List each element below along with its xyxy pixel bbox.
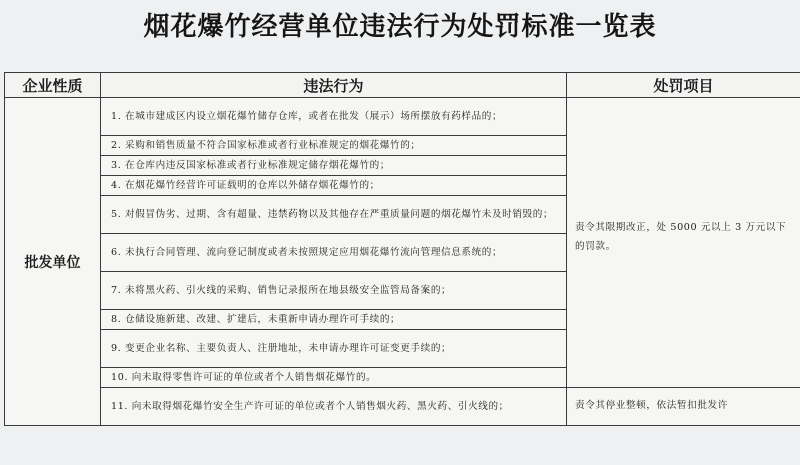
violation-item: 6. 未执行合同管理、流向登记制度或者未按照规定应用烟花爆竹流向管理信息系统的； — [101, 234, 567, 272]
header-violation: 违法行为 — [101, 73, 567, 98]
table-row — [5, 388, 800, 426]
header-unit-type: 企业性质 — [5, 73, 101, 98]
violation-item: 3. 在仓库内违反国家标准或者行业标准规定储存烟花爆竹的； — [101, 156, 567, 176]
violation-item: 4. 在烟花爆竹经营许可证载明的仓库以外储存烟花爆竹的； — [101, 176, 567, 196]
violation-item: 7. 未将黑火药、引火线的采购、销售记录报所在地县级安全监管局备案的； — [101, 272, 567, 310]
unit-type-cell: 批发单位 — [5, 98, 101, 426]
page-title: 烟花爆竹经营单位违法行为处罚标准一览表 — [143, 12, 657, 42]
violation-item: 8. 仓储设施新建、改建、扩建后，未重新申请办理许可手续的； — [101, 310, 567, 330]
penalty-main: 责令其限期改正，处 5000 元以上 3 万元以下的罚款。 — [567, 98, 800, 388]
violation-item: 1. 在城市建成区内设立烟花爆竹储存仓库，或者在批发（展示）场所摆放有药样品的； — [101, 98, 567, 136]
violation-item: 10. 向未取得零售许可证的单位或者个人销售烟花爆竹的。 — [101, 368, 567, 388]
violation-item: 11. 向未取得烟花爆竹安全生产许可证的单位或者个人销售烟火药、黑火药、引火线的； — [101, 388, 567, 426]
violation-item: 2. 采购和销售质量不符合国家标准或者行业标准规定的烟花爆竹的； — [101, 136, 567, 156]
penalty-last: 责令其停业整顿，依法暂扣批发许 — [567, 388, 800, 426]
header-row — [5, 73, 800, 98]
violation-item: 9. 变更企业名称、主要负责人、注册地址，未申请办理许可证变更手续的； — [101, 330, 567, 368]
violation-item: 5. 对假冒伪劣、过期、含有超量、违禁药物以及其他存在严重质量问题的烟花爆竹未及时销毁的； — [101, 196, 567, 234]
table-row — [5, 98, 800, 136]
penalty-table — [4, 72, 800, 426]
header-penalty: 处罚项目 — [567, 73, 800, 98]
